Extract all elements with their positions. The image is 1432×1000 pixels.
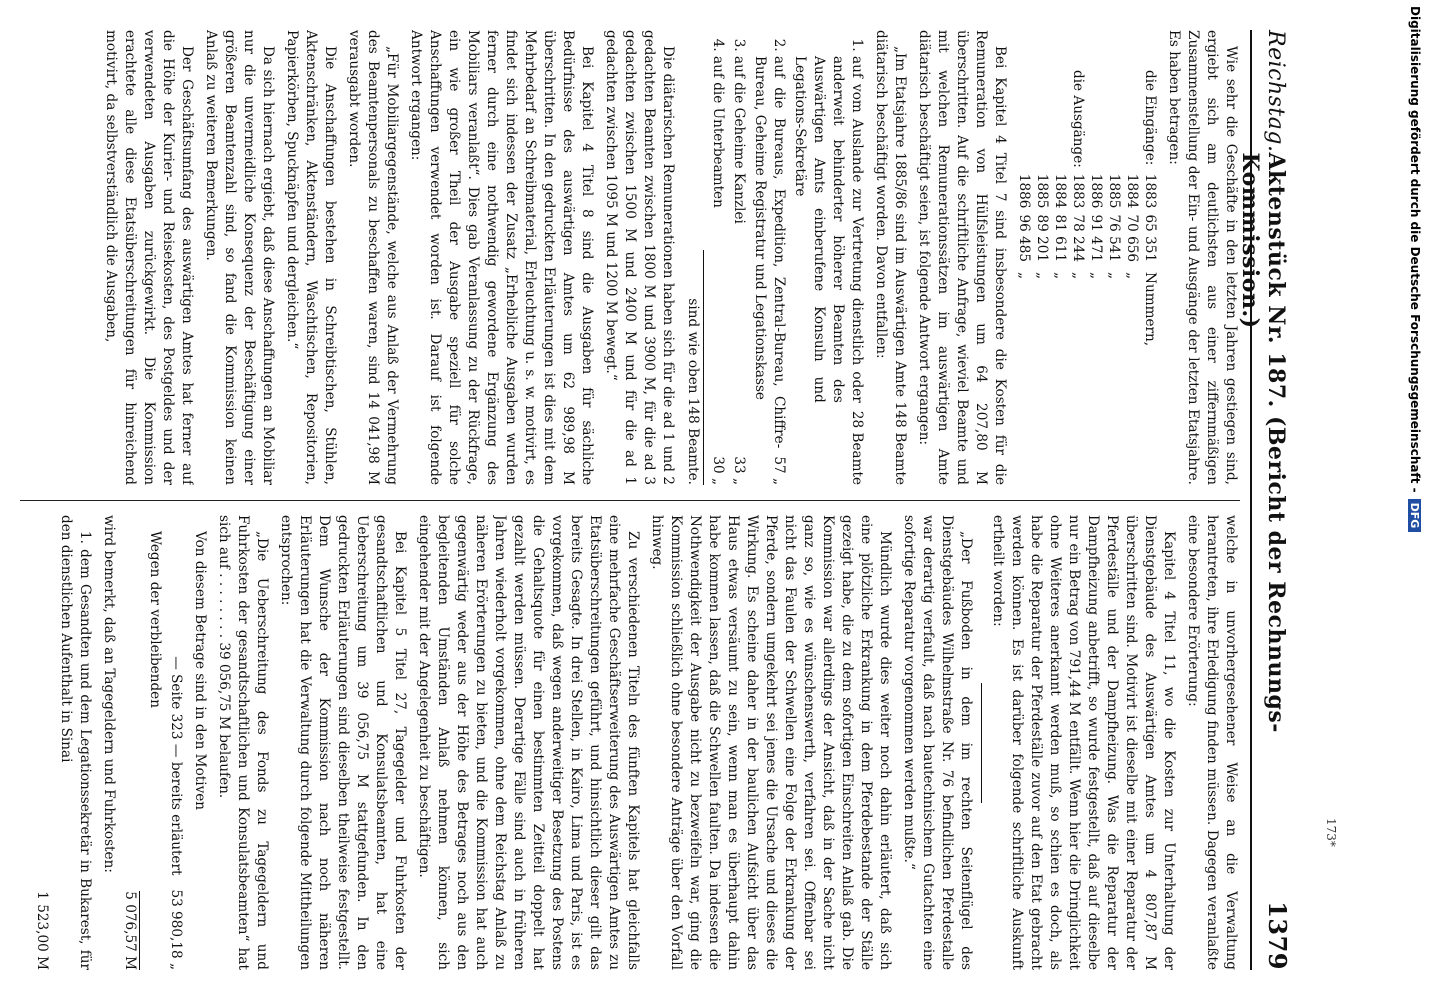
paragraph: „Für Mobiliargegenstände, welche aus Anlaß der Vermehrung des Beamtenpersonals zu beschaffen waren, sind 14 041,98 M verausgabt worden. <box>346 30 400 485</box>
page-number: 1379 <box>1263 901 1292 970</box>
header-document-number: Aktenstück Nr. 187. <box>1263 152 1289 408</box>
tally-value: 5 076,57 M <box>122 891 138 970</box>
paragraph: „Der Fußboden in dem im rechten Seitenflügel des Dienstgebäudes Wilhelmstraße Nr. 76 befindlichen Pferdestalle war derartig verfault, daß nach bautechnischem Gutachten eine sofortige Reparatur vorgenommen werden mußte.“ <box>901 515 974 970</box>
stats-year: 1884 <box>1052 173 1068 209</box>
paragraph: wird bemerkt, daß an Tagegeldern und Fuhrkosten: <box>101 515 117 873</box>
column-divider <box>20 500 1240 501</box>
stats-unit: „ <box>1088 272 1104 280</box>
stats-value: 89 201 <box>1034 214 1050 263</box>
stats-year: 1885 <box>1034 173 1050 209</box>
stats-value: 91 471 <box>1088 214 1104 263</box>
header-center <box>1237 152 1289 901</box>
stats-group: die Eingänge: <box>1142 70 1158 166</box>
list-item <box>729 56 748 485</box>
stats-unit: „ <box>1016 272 1032 280</box>
paragraph: Von diesem Betrage sind in den Motiven <box>192 531 208 811</box>
header-commission: (Bericht der Rechnungs-Kommission.) <box>1237 152 1289 733</box>
stats-value: 70 656 <box>1124 214 1140 263</box>
table-row <box>1051 70 1069 352</box>
stats-group <box>1087 70 1105 174</box>
stats-value: 96 485 <box>1016 214 1032 263</box>
paragraph: Kapitel 4 Titel 11, wo die Kosten zur Unterhaltung der Dienstgebäude des Auswärtigen Amtes um 4 807,87 M überschritten sind. Motivirt ist dieselbe mit einer Reparatur der Pferdeställe und der Dampfheizung. Was die Reparatur der Dampfheizung anbetrifft, so wurde festgestellt, daß auf dieselbe nur ein Betrag von 791,44 M entfällt. Wenn hier die Dringlichkeit ohne Weiteres anerkannt werden muß, so schien es doch, als habe die Reparatur der Pferdeställe zuvor auf den Etat gebracht werden können. Es ist darüber folgende schriftliche Auskunft ertheilt worden: <box>990 515 1177 970</box>
list-item <box>708 56 727 485</box>
list-item-count: 30 „ <box>710 456 726 485</box>
paragraph: Die diätarischen Remunerationen haben sich für die ad 1 und 2 gedachten Beamten zwischen 1800 M und 3900 M, für die ad 3 gedachten zwischen 1500 M und 2400 M und für die ad 1 gedachten zwischen 1095 M und 1200 M bewegt.“ <box>603 30 676 485</box>
table-row <box>1123 70 1141 352</box>
stats-value: 81 611 <box>1052 214 1068 263</box>
table-row <box>1087 70 1105 352</box>
stats-value: 78 244 <box>1070 214 1086 263</box>
stats-unit: „ <box>1124 272 1140 280</box>
table-row <box>1015 70 1033 352</box>
dfg-logo: DFG <box>1409 499 1422 533</box>
paragraph: Der Geschäftsumfang des auswärtigen Amtes hat ferner auf die Höhe der Kurier- und Reisekosten, des Postgeldes und der verwendeten Ausgaben zurückgewirkt. Die Kommission erachtete alle diese Etatsüberschreitungen für hinreichend motivirt, da selbstverständlich die Ausgaben, <box>103 30 195 485</box>
stats-year: 1885 <box>1106 173 1122 209</box>
stats-group <box>1015 70 1033 174</box>
paragraph: Wie sehr die Geschäfte in den letzten Jahren gestiegen sind, ergiebt sich am deutlichsten aus einer ziffernmäßigen Zusammenstellung der Ein- und Ausgänge der letzten Etatsjahre. Es haben betragen: <box>1166 30 1239 485</box>
paragraph: Bei Kapitel 5 Titel 27, Tagegelder und Fuhrkosten der gesandtschaftlichen und Konsulatsbeamten, hat eine Ueberschreitung um 39 056,75 M stattgefunden. In den gedruckten Erläuterungen sind dieselben theilweise festgestellt. Dem Wunsche der Kommission nach noch näheren Erläuterungen hat die Verwaltung durch folgende Mittheilungen entsprochen: <box>278 515 408 970</box>
list-item-count: 28 Beamte <box>849 410 865 485</box>
list-item-text: 4. auf die Unterbeamten <box>710 56 726 208</box>
stats-group <box>1033 70 1051 174</box>
paragraph: welche in unvorhergesehener Weise an die Verwaltung herantreten, ihre Erledigung finden müssen. Dagegen veranlaßte eine besondere Erörterung: <box>1185 515 1239 970</box>
stats-group <box>1051 70 1069 174</box>
staff-list <box>708 30 866 485</box>
table-row <box>1141 70 1159 352</box>
stats-unit: „ <box>1052 272 1068 280</box>
tally-line <box>166 515 185 970</box>
paragraph: 1. dem Gesandten und dem Legationssekretär in Bukarest, für den dienstlichen Aufenthalt in Sinai <box>58 515 93 970</box>
stats-unit: „ <box>1106 272 1122 280</box>
stats-unit: „ <box>1070 272 1086 280</box>
paragraph: Bei Kapitel 4 Titel 7 sind insbesondere die Kosten für die Remuneration von Hülfsleistungen um 64 207,80 M überschritten. Auf die schriftliche Anfrage, wieviel Beamte und mit welchen Remunerationssätzen im auswärtigen Amte diätarisch beschäftigt seien, ist folgende Antwort ergangen: <box>916 30 1008 485</box>
stats-year: 1886 <box>1088 173 1104 209</box>
tally-value: 1 523,00 M <box>34 891 50 970</box>
tally-value: 53 980,18 „ <box>168 889 184 970</box>
stats-value: 76 541 <box>1106 214 1122 263</box>
paragraph: Mündlich wurde dies weiter noch dahin erläutert, daß sich eine plötzliche Erkrankung in dem Pferdebestande der Ställe gezeigt habe, die zu dem sofortigen Einschreiten Anlaß gab. Die Kommission war allerdings der Ansicht, daß in der Sache nicht ganz so, wie es wünschenswerth, verfahren sei. Offenbar sei nicht das Faulen der Schwellen eine Folge der Erkrankung der Pferde, sondern umgekehrt sei jenes die Ursache und dieses die Wirkung. Es scheine daher in der baulichen Aufsicht über das Haus etwas versäumt zu sein, wenn man es überhaupt dahin habe kommen lassen, daß die Schwellen faulten. Da indessen die Nothwendigkeit der Ausgabe nicht zu bezweifeln war, ging die Kommission schließlich ohne besondere Anträge über den Vorfall hinweg. <box>649 515 893 970</box>
tally-line <box>120 515 140 970</box>
list-item <box>790 56 866 485</box>
table-row <box>1069 70 1087 352</box>
paragraph: Wegen der verbleibenden <box>147 531 163 708</box>
list-item-count: 33 „ <box>731 456 747 485</box>
digitization-text: Digitalisierung gefördert durch die Deutsche Forschungsgemeinschaft - <box>1408 6 1422 493</box>
table-row <box>1105 70 1123 352</box>
list-item <box>750 56 788 485</box>
section-rule <box>981 683 982 803</box>
paragraph: Zu verschiedenen Titeln des fünften Kapitels hat gleichfalls eine mehrfache Geschäftserweiterung des Auswärtigen Amtes zu Etatsüberschreitungen geführt, und hinsichtlich dieser gilt das bereits Gesagte. In drei Stellen, in Kairo, Lima und Paris, ist es vorgekommen, daß wegen anderweitiger Besetzung des Postens die Gehaltsquote für einen bestimmten Zeitteil doppelt hat gezahlt werden müssen. Derartige Fälle sind auch in früheren Jahren wiederholt vorgekommen, ohne dem Reichstag Anlaß zu näheren Erörterungen zu bieten, und die Kommission hat auch gegenwärtig weder aus der Höhe des Betrages noch aus den begleitenden Umständen Anlaß nehmen können, sich eingehender mit der Angelegenheit zu beschäftigen. <box>416 515 641 970</box>
paragraph: Die Anschaffungen bestehen in Schreibtischen, Stühlen, Aktenschränken, Aktenständern, Waschtischen, Repositorien, Papierkörben, Spucknäpfen und dergleichen.“ <box>284 30 338 485</box>
paragraph: Da sich hiernach ergiebt, daß diese Anschaffungen an Mobiliar nur die unvermeidliche Konsequenz der Beschäftigung einer größeren Beamtenzahl sind, so fand die Kommission keinen Anlaß zu weiteren Bemerkungen. <box>203 30 276 485</box>
list-item-count: 57 „ <box>771 456 787 485</box>
list-item-text: 1. auf vom Auslande zur Vertretung dienstlich oder anderweit behinderter höherer Beamten des Auswärtigen Amts einberufene Konsuln und Legations-Sekretäre <box>792 56 865 403</box>
paragraph: „Die Ueberschreitung des Fonds zu Tagegeldern und Fuhrkosten der gesandtschaftlichen und Konsulatsbeamten“ hat sich auf . . . . . . . . 39 056,75 M belaufen. <box>216 515 270 970</box>
stats-year: 1884 <box>1124 173 1140 209</box>
running-head <box>1237 30 1292 970</box>
tally-label: — Seite 323 — bereits erläutert <box>168 656 184 876</box>
left-column <box>20 30 1240 485</box>
signature-mark: 173* <box>1324 818 1338 847</box>
statistics-table <box>1015 70 1159 352</box>
list-item-text: 2. auf die Bureaus, Expedition, Zentral-Bureau, Chiffre-Bureau, Geheime Registratur und Legationskasse <box>752 56 787 449</box>
stats-year: 1883 <box>1070 173 1086 209</box>
header-rule <box>1250 30 1252 970</box>
stats-value: 65 351 <box>1142 214 1158 263</box>
stats-unit: Nummern, <box>1142 272 1158 347</box>
list-sum: sind wie oben 148 Beamte. <box>683 250 704 485</box>
stats-unit: „ <box>1034 272 1050 280</box>
paragraph: „Im Etatsjahre 1885/86 sind im Auswärtigen Amte 148 Beamte diätarisch beschäftigt worden. Davon entfallen: <box>873 30 908 485</box>
list-item-text: 3. auf die Geheime Kanzlei <box>731 56 747 224</box>
stats-group <box>1105 70 1123 174</box>
paragraph: Bei Kapitel 4 Titel 8 sind die Ausgaben für sächliche Bedürfnisse des auswärtigen Amtes um 62 989,98 M überschritten. In den gedruckten Erläuterungen ist dies mit dem Mehrbedarf an Schreibmaterial, Erleuchtung u. s. w. motivirt, es findet sich indessen der Zusatz „Erhebliche Ausgaben wurden ferner durch eine nothwendig gewordene Ergänzung des Mobiliars veranlaßt“. Dies gab Veranlassung zu der Rückfrage, ein wie großer Theil der Ausgabe speziell für solche Anschaffungen verwendet worden ist. Darauf ist folgende Antwort ergangen: <box>408 30 595 485</box>
stats-group: die Ausgänge: <box>1070 70 1086 168</box>
table-row <box>1033 70 1051 352</box>
digitization-note <box>1402 6 1428 994</box>
tally-line <box>32 515 51 970</box>
header-left: Reichstag. <box>1263 30 1288 153</box>
right-column <box>20 515 1240 970</box>
stats-year: 1883 <box>1142 173 1158 209</box>
stats-group <box>1123 70 1141 174</box>
stats-year: 1886 <box>1016 173 1032 209</box>
